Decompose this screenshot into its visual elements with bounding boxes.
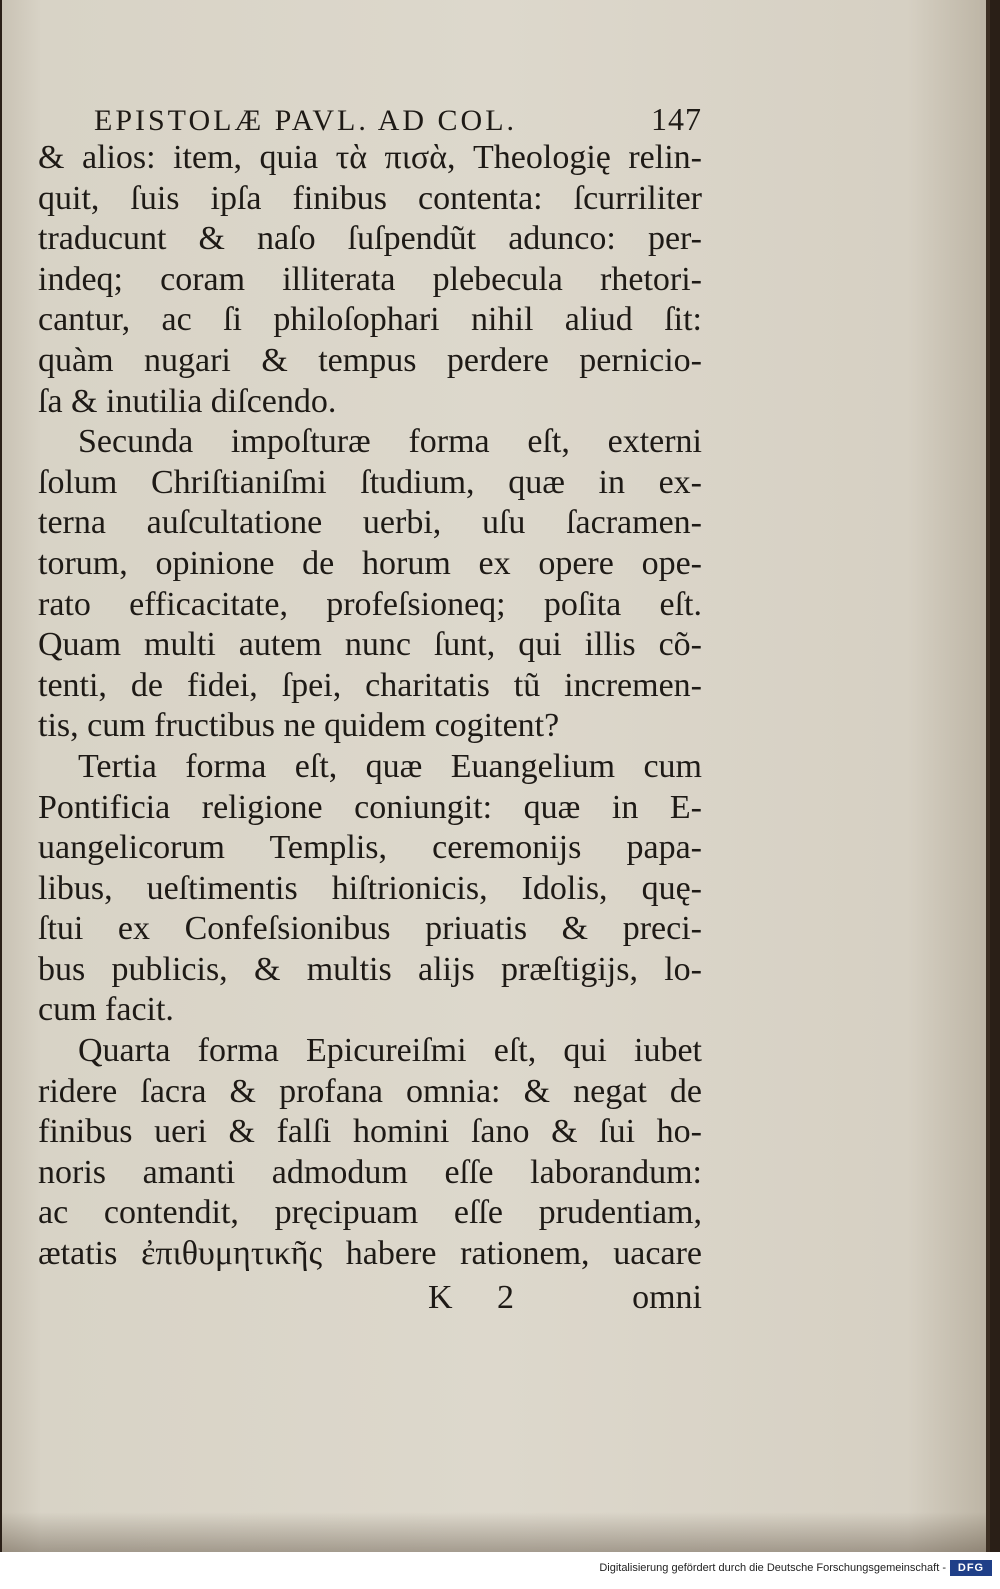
text-line: cum facit. (38, 991, 174, 1029)
text-line: ætatis ἐπιθυμητικῆς habere rationem, uacare (38, 1235, 702, 1273)
signature-mark: K 2 (428, 1278, 533, 1316)
page-edge-shadow (2, 1512, 986, 1552)
text-line: Secunda impoſturæ forma eſt, externi (78, 423, 702, 461)
running-head (38, 100, 702, 138)
text-line: indeq; coram illiterata plebecula rhetori- (38, 260, 702, 298)
text-line: libus, ueſtimentis hiſtrionicis, Idolis, quę- (38, 869, 702, 907)
text-line: quit, ſuis ipſa finibus contenta: ſcurriliter (38, 179, 702, 217)
text-line: tenti, de fidei, ſpei, charitatis tũ incremen- (38, 666, 702, 704)
text-line: Quam multi autem nunc ſunt, qui illis cõ- (38, 626, 702, 664)
text-line: Pontificia religione coniungit: quæ in E- (38, 788, 702, 826)
text-line: Quarta forma Epicureiſmi eſt, qui iubet (78, 1032, 702, 1070)
text-line: noris amanti admodum eſſe laborandum: (38, 1153, 702, 1191)
text-line: bus publicis, & multis alijs præſtigijs, lo- (38, 950, 702, 988)
signature-line (38, 1277, 702, 1319)
text-line: rato efficacitate, profeſsioneq; poſita eſt. (38, 585, 702, 623)
running-title: EPISTOLÆ PAVL. AD COL. (94, 104, 518, 137)
text-line: ſtui ex Confeſsionibus priuatis & preci- (38, 910, 702, 948)
catchword: omni (632, 1278, 702, 1316)
text-line: ſa & inutilia diſcendo. (38, 382, 337, 420)
text-line: ac contendit, pręcipuam eſſe prudentiam, (38, 1194, 702, 1232)
text-line: torum, opinione de horum ex opere ope- (38, 544, 702, 582)
text-line: Tertia forma eſt, quæ Euangelium cum (78, 747, 702, 785)
book-page (2, 0, 990, 1552)
text-line: finibus ueri & falſi homini ſano & ſui ho- (38, 1113, 702, 1151)
dfg-logo-icon: DFG (950, 1560, 992, 1576)
text-line: terna auſcultatione uerbi, uſu ſacramen- (38, 504, 702, 542)
text-line: cantur, ac ſi philoſophari nihil aliud ſit: (38, 301, 702, 339)
text-line: traducunt & naſo ſuſpendũt adunco: per- (38, 220, 702, 258)
page-number: 147 (651, 101, 702, 137)
text-line: uangelicorum Templis, ceremonijs papa- (38, 829, 702, 867)
text-line: & alios: item, quia τὰ πισὰ, Theologię relin- (38, 139, 702, 176)
funding-credit: Digitalisierung gefördert durch die Deutsche Forschungsgemeinschaft - (599, 1562, 946, 1574)
text-line: tis, cum fructibus ne quidem cogitent? (38, 707, 560, 745)
text-line: ſolum Chriſtianiſmi ſtudium, quæ in ex- (38, 463, 702, 501)
page-text-block (38, 100, 702, 1319)
text-line: ridere ſacra & profana omnia: & negat de (38, 1072, 702, 1110)
text-line: quàm nugari & tempus perdere pernicio- (38, 341, 702, 379)
